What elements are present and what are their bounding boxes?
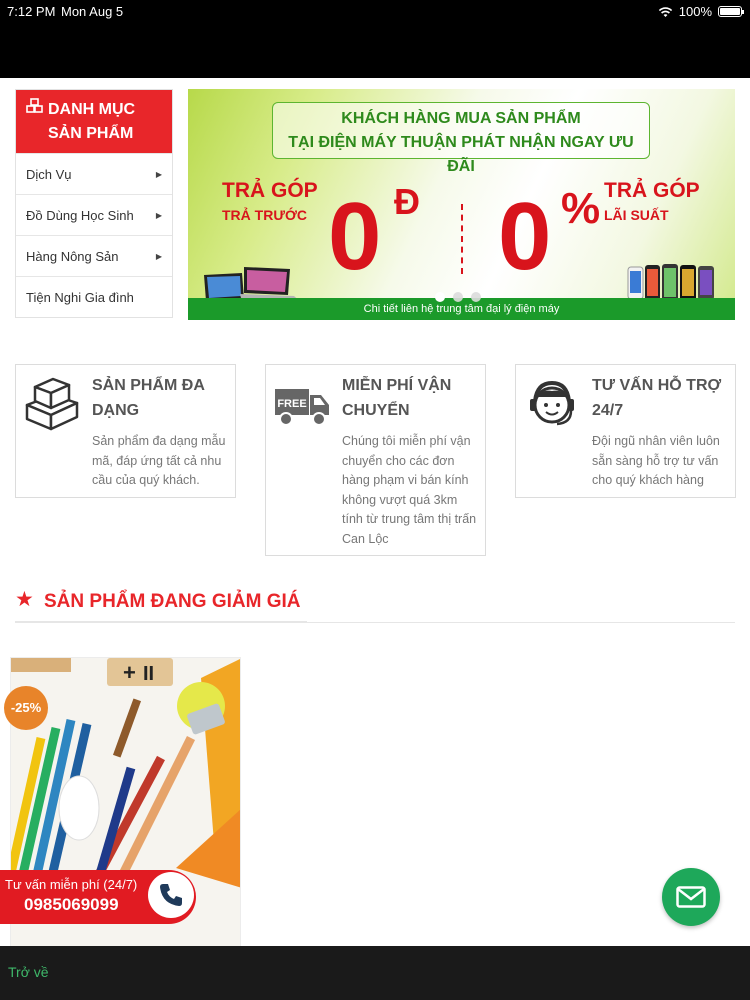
hotline-label: Tư vấn miễn phí (24/7) [5,877,138,892]
category-item-dich-vu[interactable] [16,153,172,194]
category-title: DANH MỤC SẢN PHẨM [48,101,136,142]
status-date: Mon Aug 5 [61,4,124,19]
feature-desc: Chúng tôi miễn phí vận chuyển cho các đơn hàng phạm vi bán kính không vượt quá 3km tính từ trung tâm thị trấn Can Lộc [342,434,477,546]
phone-icon [148,872,194,918]
banner-footer: Chi tiết liên hệ trung tâm đại lý điện máy [188,298,735,320]
category-item-label: Dịch Vụ [26,166,72,182]
battery-percent: 100% [678,4,712,19]
category-item-label: Hàng Nông Sản [26,248,119,264]
discount-badge: -25% [4,686,48,730]
banner-right-title: TRẢ GÓP [604,179,700,202]
banner-left-title: TRẢ GÓP [222,179,318,202]
feature-desc: Đội ngũ nhân viên luôn sẵn sàng hỗ trợ tư vấn cho quý khách hàng [592,434,720,487]
caret-right-icon: ▶ [155,169,162,179]
banner-tagline-line2: TẠI ĐIỆN MÁY THUẬN PHÁT NHẬN NGAY ƯU ĐÃI [288,134,634,175]
banner-big-left-unit: Đ [394,181,420,222]
feature-box-support [515,364,736,498]
star-icon: ★ [15,588,34,611]
banner-right-sub: LÃI SUẤT [604,207,669,223]
hotline-number: 0985069099 [24,895,119,914]
back-link[interactable]: Trở về [8,964,49,980]
status-bar [0,0,750,78]
category-item-do-dung-hoc-sinh[interactable] [16,194,172,235]
slider-dot[interactable] [435,292,445,302]
section-underline [15,621,307,623]
slider-dot[interactable] [453,292,463,302]
feature-title: TƯ VẤN HỖ TRỢ 24/7 [592,377,722,419]
banner-big-right-unit: % [561,184,601,233]
slider-dot[interactable] [471,292,481,302]
wifi-icon [658,6,673,18]
slider-dots [435,292,481,302]
feature-title: MIỄN PHÍ VẬN CHUYỂN [342,377,452,419]
bottom-bar [0,946,750,1000]
banner-big-left: 0 [328,183,382,290]
category-item-hang-nong-san[interactable] [16,235,172,276]
caret-right-icon: ▶ [155,210,162,220]
section-title: SẢN PHẨM ĐANG GIẢM GIÁ [44,591,301,612]
boxes-icon [23,375,81,433]
mail-icon [676,886,706,908]
banner-tagline-line1: KHÁCH HÀNG MUA SẢN PHẨM [341,110,581,127]
feature-title: SẢN PHẨM ĐA DẠNG [92,377,205,419]
category-item-label: Đồ Dùng Học Sinh [26,207,134,223]
free-truck-icon [273,375,331,433]
caret-right-icon: ▶ [155,251,162,261]
banner-big-right: 0 [498,183,552,290]
page-content [0,78,750,946]
svg-text:FREE: FREE [277,398,307,410]
contact-mail-button[interactable] [662,868,720,926]
support-headset-icon [523,375,581,433]
banner-divider [461,204,463,274]
cubes-icon [26,98,44,145]
feature-box-free-shipping [265,364,486,556]
feature-box-diverse [15,364,236,498]
sale-section-header [15,583,735,623]
battery-icon [718,6,742,17]
banner-left-sub: TRẢ TRƯỚC [222,207,307,223]
promo-banner[interactable] [188,89,735,320]
category-header [16,90,172,153]
svg-text:II: II [143,663,155,685]
category-item-tien-nghi-gia-dinh[interactable] [16,276,172,317]
category-item-label: Tiện Nghi Gia đình [26,289,134,305]
svg-text:+: + [123,660,136,685]
category-menu [15,89,173,318]
feature-desc: Sản phẩm đa dạng mẫu mã, đáp ứng tất cả nhu cầu của quý khách. [92,434,226,487]
status-right [658,4,742,19]
banner-tagline [272,102,650,175]
hotline-button[interactable] [0,870,196,924]
status-time: 7:12 PM [7,4,56,19]
